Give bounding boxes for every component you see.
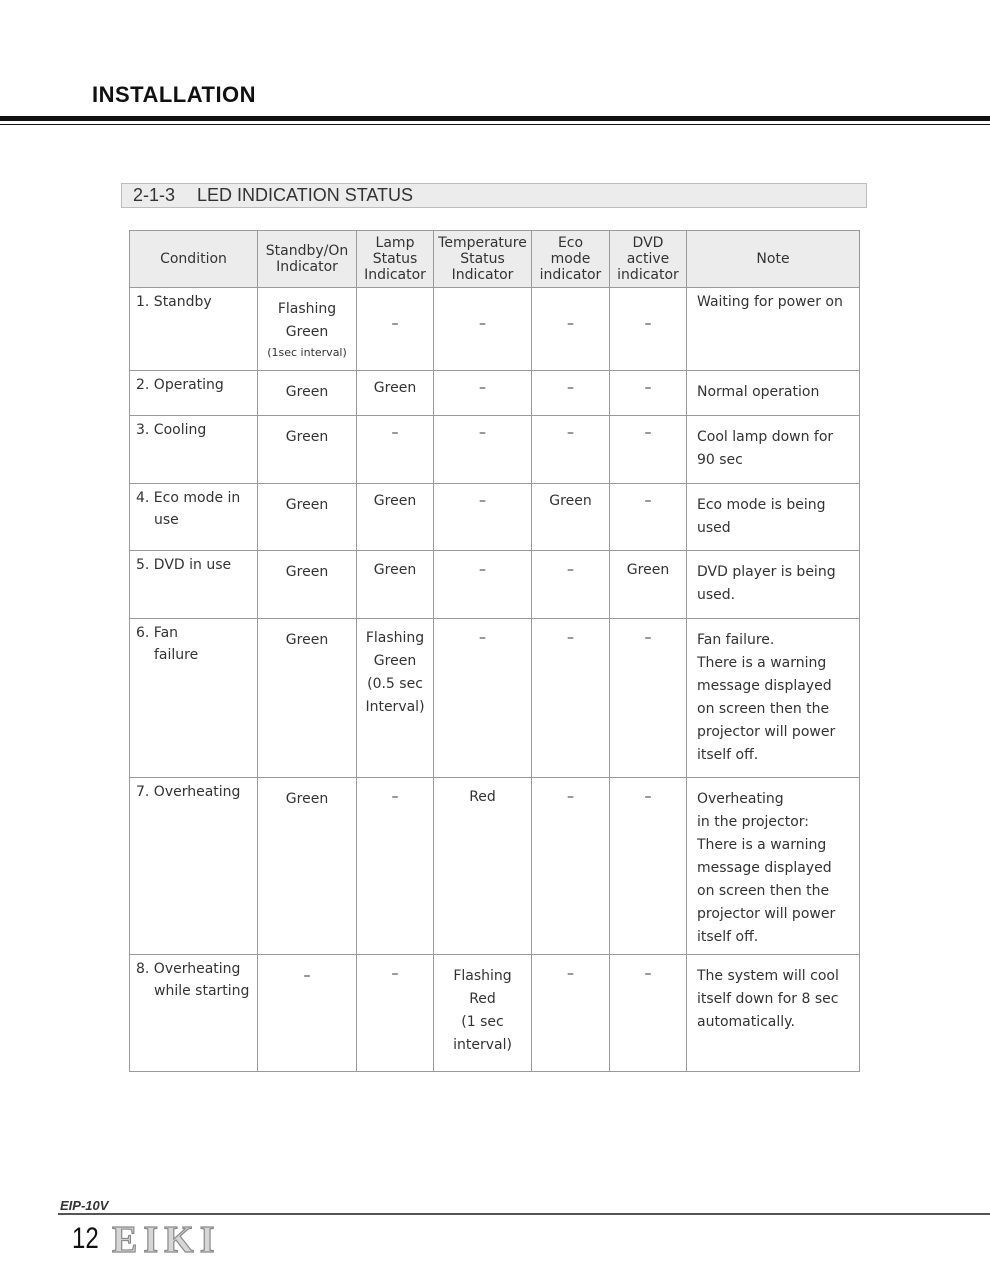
cell-lamp: Green: [357, 484, 434, 551]
standby-value: Flashing Green: [277, 301, 337, 340]
footer-rule: [58, 1213, 990, 1215]
cell-eco: –: [532, 551, 610, 619]
cell-note: Cool lamp down for 90 sec: [687, 416, 860, 484]
table-header-row: [130, 231, 860, 288]
cell-dvd: –: [610, 288, 687, 371]
cell-lamp: Flashing Green (0.5 sec Interval): [357, 619, 434, 778]
cell-standby: [258, 416, 357, 484]
header-standby-indicator: Standby/On Indicator: [258, 231, 357, 288]
condition-text: 1. Standby: [136, 294, 212, 310]
standby-value: –: [303, 968, 311, 984]
condition-text: 5. DVD in use: [136, 557, 232, 573]
condition-text-line2: use: [154, 512, 179, 528]
table-row: [130, 416, 860, 484]
cell-eco: –: [532, 619, 610, 778]
cell-condition: [130, 371, 258, 416]
cell-temperature: –: [434, 619, 532, 778]
header-condition: Condition: [130, 231, 258, 288]
condition-text: 2. Operating: [136, 377, 224, 393]
cell-note: The system will cool itself down for 8 sec automatically.: [687, 955, 860, 1072]
standby-value: Green: [285, 384, 329, 400]
cell-eco: –: [532, 416, 610, 484]
table-row: [130, 551, 860, 619]
page-header-title: INSTALLATION: [92, 82, 257, 107]
cell-condition: [130, 484, 258, 551]
table-row: [130, 288, 860, 371]
cell-temperature: –: [434, 288, 532, 371]
header-eco-indicator: Eco mode indicator: [532, 231, 610, 288]
cell-note: Overheating in the projector: There is a warning message displayed on screen then the projector will power itself off.: [687, 778, 860, 955]
cell-lamp: Green: [357, 551, 434, 619]
standby-value: Green: [285, 497, 329, 513]
cell-lamp: –: [357, 955, 434, 1072]
header-rule-thick: [0, 116, 990, 121]
header-note: Note: [687, 231, 860, 288]
cell-condition: [130, 288, 258, 371]
cell-dvd: –: [610, 619, 687, 778]
cell-note: Normal operation: [687, 371, 860, 416]
cell-lamp: Green: [357, 371, 434, 416]
header-rule-thin: [0, 124, 990, 125]
cell-eco: Green: [532, 484, 610, 551]
cell-temperature: Flashing Red (1 sec interval): [434, 955, 532, 1072]
cell-condition: [130, 416, 258, 484]
cell-standby: [258, 484, 357, 551]
cell-temperature: –: [434, 551, 532, 619]
header-dvd-indicator: DVD active indicator: [610, 231, 687, 288]
table-row: [130, 778, 860, 955]
condition-text: 6. Fan: [136, 625, 179, 641]
table-row: [130, 955, 860, 1072]
cell-temperature: Red: [434, 778, 532, 955]
condition-text: 3. Cooling: [136, 422, 207, 438]
condition-text: 8. Overheating: [136, 961, 241, 977]
page-number: 12: [72, 1222, 99, 1255]
cell-lamp: –: [357, 288, 434, 371]
standby-note: (1sec interval): [267, 346, 347, 359]
cell-note: Eco mode is being used: [687, 484, 860, 551]
header-lamp-indicator: Lamp Status Indicator: [357, 231, 434, 288]
cell-condition: [130, 778, 258, 955]
condition-text: 7. Overheating: [136, 784, 241, 800]
svg-text:EIKI: EIKI: [112, 1219, 221, 1258]
section-number: 2-1-3: [133, 185, 176, 205]
model-number: EIP-10V: [60, 1198, 109, 1213]
section-title: LED INDICATION STATUS: [197, 185, 414, 205]
cell-note: Fan failure. There is a warning message displayed on screen then the projector will power itself off.: [687, 619, 860, 778]
condition-text: 4. Eco mode in: [136, 490, 241, 506]
standby-value: Green: [285, 564, 329, 580]
table-row: [130, 371, 860, 416]
cell-dvd: –: [610, 484, 687, 551]
cell-standby: [258, 371, 357, 416]
cell-standby: [258, 551, 357, 619]
cell-standby: [258, 619, 357, 778]
cell-temperature: –: [434, 371, 532, 416]
cell-standby: [258, 778, 357, 955]
cell-dvd: –: [610, 955, 687, 1072]
standby-value: Green: [285, 632, 329, 648]
cell-eco: –: [532, 288, 610, 371]
table-row: [130, 619, 860, 778]
condition-text-line2: failure: [154, 647, 199, 663]
condition-text-line2: while starting: [154, 983, 250, 999]
cell-temperature: –: [434, 416, 532, 484]
cell-lamp: –: [357, 778, 434, 955]
section-heading: [121, 183, 867, 208]
cell-note: DVD player is being used.: [687, 551, 860, 619]
cell-eco: –: [532, 371, 610, 416]
cell-standby: [258, 955, 357, 1072]
cell-note: Waiting for power on: [687, 288, 860, 371]
cell-lamp: –: [357, 416, 434, 484]
cell-condition: [130, 619, 258, 778]
table-row: [130, 484, 860, 551]
cell-temperature: –: [434, 484, 532, 551]
cell-dvd: –: [610, 371, 687, 416]
cell-dvd: –: [610, 778, 687, 955]
cell-condition: [130, 551, 258, 619]
cell-dvd: Green: [610, 551, 687, 619]
cell-eco: –: [532, 955, 610, 1072]
standby-value: Green: [285, 429, 329, 445]
cell-dvd: –: [610, 416, 687, 484]
led-status-table: [129, 230, 860, 1072]
cell-standby: [258, 288, 357, 371]
eiki-logo: [112, 1218, 252, 1258]
standby-value: Green: [285, 791, 329, 807]
header-temperature-indicator: Temperature Status Indicator: [434, 231, 532, 288]
cell-condition: [130, 955, 258, 1072]
cell-eco: –: [532, 778, 610, 955]
